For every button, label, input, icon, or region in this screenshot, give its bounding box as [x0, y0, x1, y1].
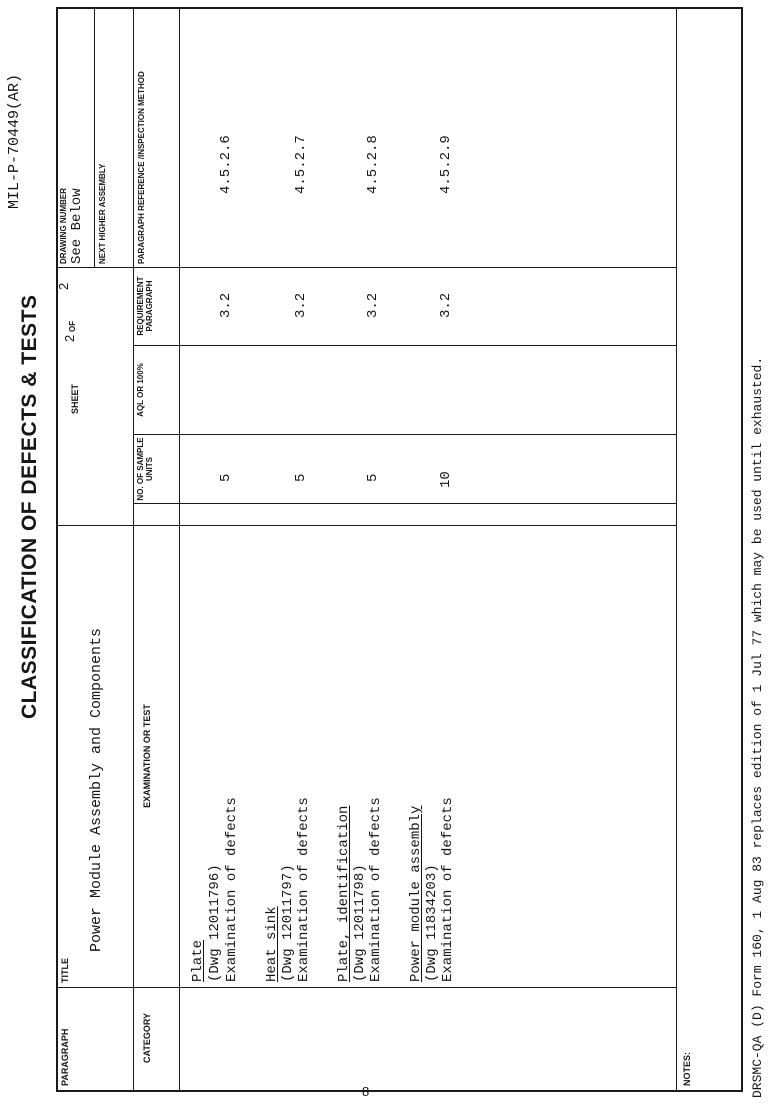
item-sample-units: 10 — [438, 471, 454, 488]
exam-header: EXAMINATION OR TEST — [142, 704, 152, 808]
item-sample-units: 5 — [293, 473, 309, 482]
column-header-rule — [179, 9, 180, 1090]
item-reference: 4.5.2.6 — [218, 135, 234, 194]
item-drawing: (Dwg 11834203) — [424, 864, 440, 982]
form-title: CLASSIFICATION OF DEFECTS & TESTS — [18, 294, 41, 719]
document-id: MIL-P-70449(AR) — [6, 73, 23, 209]
item-examination: Examination of defects — [368, 797, 384, 982]
item-sample-units: 5 — [218, 473, 234, 482]
next-higher-assembly-label: NEXT HIGHER ASSEMBLY — [98, 163, 107, 264]
drawing-number-rule — [94, 9, 95, 268]
item-requirement: 3.2 — [218, 292, 234, 318]
paragraph-label: PARAGRAPH — [60, 1028, 70, 1086]
item-drawing: (Dwg 12011797) — [280, 864, 296, 982]
page-number: 8 — [362, 1084, 370, 1099]
aql-header: AQL OR 100% — [136, 363, 145, 417]
item-reference: 4.5.2.8 — [365, 135, 381, 194]
item-sample-units: 5 — [365, 473, 381, 482]
samples-divider — [133, 503, 676, 504]
notes-label: NOTES: — [682, 1051, 692, 1086]
item-examination: Examination of defects — [224, 797, 240, 982]
title-value: Power Module Assembly and Components — [88, 627, 105, 952]
drawing-number-value: See Below — [69, 188, 85, 264]
item-name: Plate — [190, 939, 206, 982]
sheet-label: SHEET — [70, 383, 80, 414]
form-footer: DRSMC-QA (D) Form 160, 1 Aug 83 replaces edition of 1 Jul 77 which may be used until exhausted. — [750, 356, 765, 1098]
item-name: Plate, identification — [336, 805, 352, 982]
item-examination: Examination of defects — [440, 797, 456, 982]
item-requirement: 3.2 — [438, 292, 454, 318]
rotated-form-sheet — [0, 2, 777, 1104]
item-drawing: (Dwg 12011798) — [352, 864, 368, 982]
title-label: TITLE — [60, 958, 70, 983]
item-name: Power module assembly — [408, 805, 424, 982]
item-requirement: 3.2 — [365, 292, 381, 318]
item-examination: Examination of defects — [296, 797, 312, 982]
paragraph-divider — [58, 987, 676, 988]
item-requirement: 3.2 — [293, 292, 309, 318]
form-box — [56, 7, 743, 1092]
samples-header: NO. OF SAMPLE UNITS — [136, 437, 154, 501]
item-name: Heat sink — [264, 906, 280, 982]
req-divider — [133, 345, 676, 346]
header-rule — [133, 9, 134, 1090]
sheet-of-label: OF — [68, 320, 77, 332]
sheet-total: 2 — [56, 282, 71, 290]
drawing-number-label: DRAWING NUMBER — [59, 188, 68, 264]
item-reference: 4.5.2.7 — [293, 135, 309, 194]
item-reference: 4.5.2.9 — [438, 135, 454, 194]
sheet-number: 2 — [62, 334, 77, 342]
notes-rule — [676, 9, 677, 1090]
paragraph-reference-header: PARAGRAPH REFERENCE /INSPECTION METHOD — [137, 71, 146, 264]
aql-divider — [133, 434, 676, 435]
item-drawing: (Dwg 12011796) — [207, 864, 223, 982]
category-header: CATEGORY — [142, 1013, 152, 1064]
requirement-header: REQUIREMENT PARAGRAPH — [136, 276, 154, 336]
